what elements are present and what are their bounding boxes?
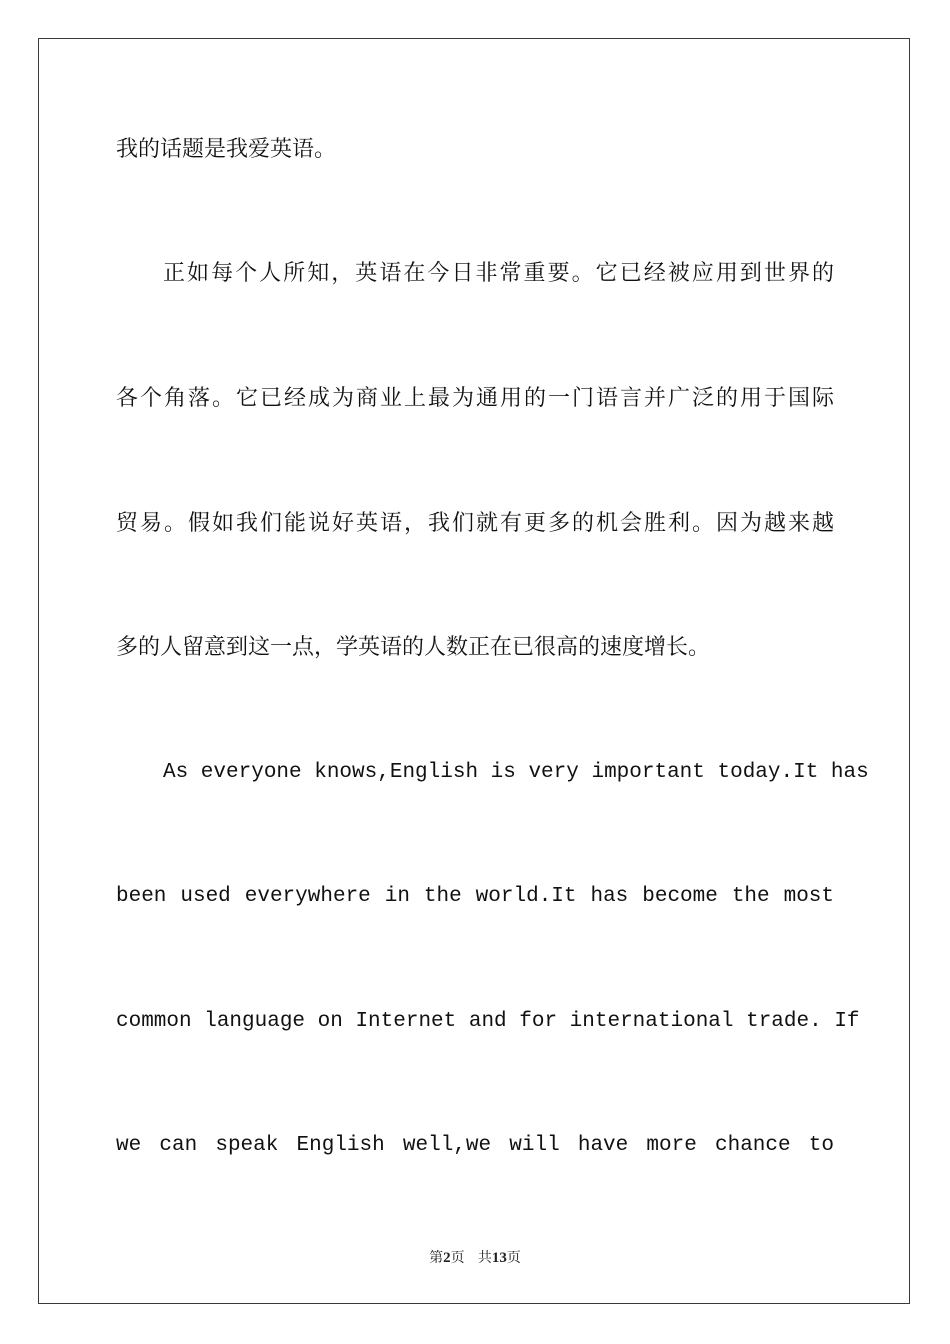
text-line-8: common language on Internet and for international trade. If <box>116 1010 860 1033</box>
text-line-3: 各个角落。它已经成为商业上最为通用的一门语言并广泛的用于国际 <box>116 386 834 411</box>
page-border <box>38 38 910 1304</box>
current-page-number: 2 <box>443 1250 451 1266</box>
text-line-9: we can speak English well,we will have more chance to <box>116 1134 834 1157</box>
page-footer <box>0 1247 950 1267</box>
footer-page-suffix: 页 <box>450 1250 465 1266</box>
text-line-7: been used everywhere in the world.It has become the most <box>116 885 834 908</box>
footer-total-suffix: 页 <box>506 1250 521 1266</box>
text-line-2: 正如每个人所知，英语在今日非常重要。它已经被应用到世界的 <box>163 261 834 286</box>
footer-total-prefix: 共 <box>477 1250 492 1266</box>
total-page-count: 13 <box>491 1250 507 1266</box>
footer-prefix: 第 <box>429 1250 444 1266</box>
text-line-4: 贸易。假如我们能说好英语，我们就有更多的机会胜利。因为越来越 <box>116 511 834 536</box>
text-line-5: 多的人留意到这一点，学英语的人数正在已很高的速度增长。 <box>116 635 711 660</box>
text-line-1: 我的话题是我爱英语。 <box>116 137 337 162</box>
text-line-6: As everyone knows,English is very important today.It has <box>163 761 869 784</box>
